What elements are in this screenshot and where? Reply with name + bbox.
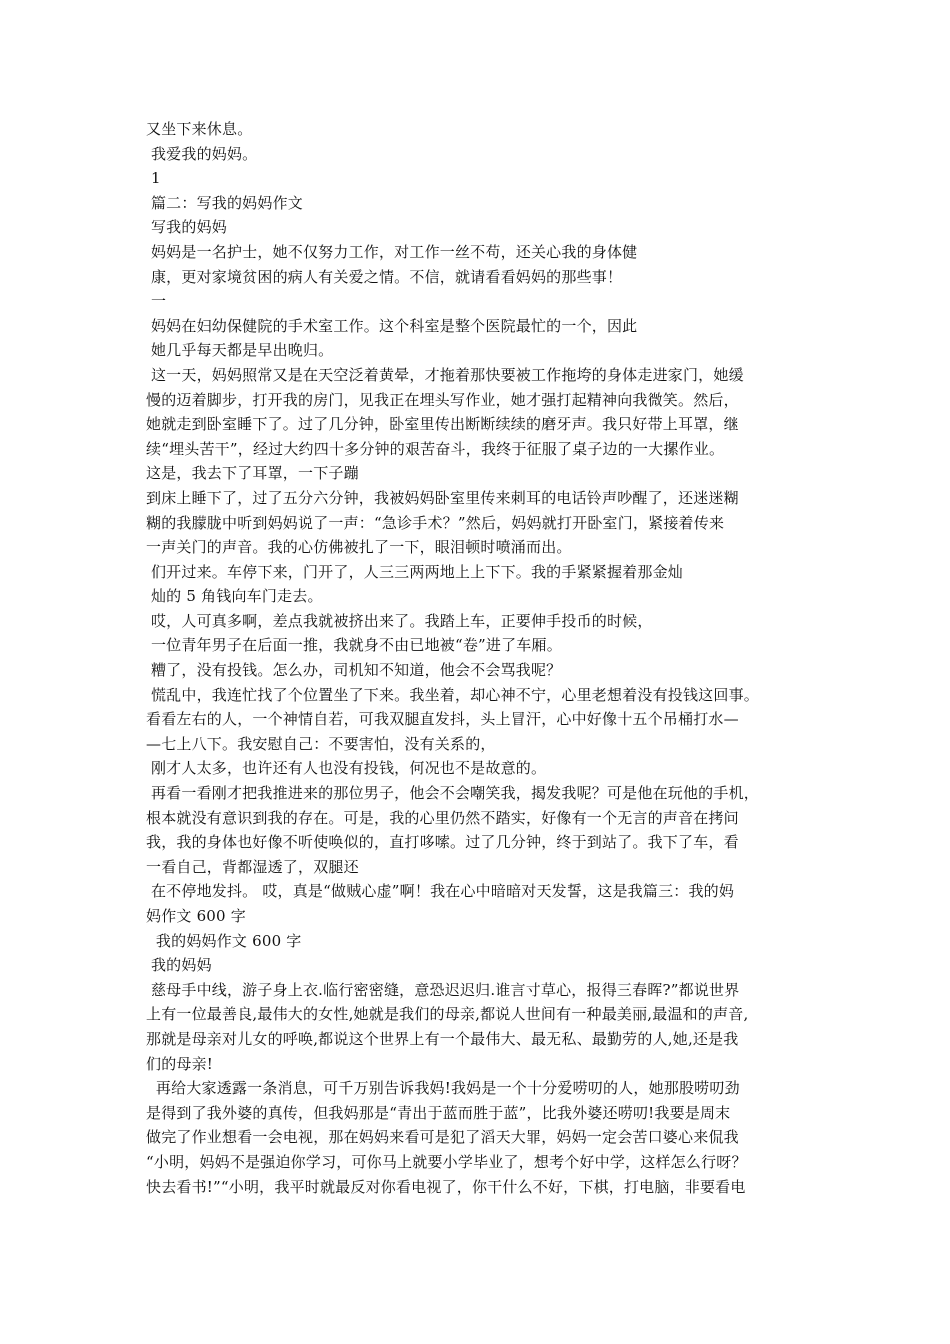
text-line: 那就是母亲对儿女的呼唤,都说这个世界上有一个最伟大、最无私、最勤劳的人,她,还是我 bbox=[146, 1029, 739, 1048]
text-line: 哎，人可真多啊，差点我就被挤出来了。我踏上车，正要伸手投币的时候， bbox=[146, 611, 653, 630]
text-line: 糟了，没有投钱。怎么办，司机知不知道，他会不会骂我呢？ bbox=[146, 661, 562, 680]
text-line: 们开过来。车停下来，门开了，人三三两两地上上下下。我的手紧紧握着那金灿 bbox=[146, 562, 683, 581]
page-number: 1 bbox=[146, 169, 161, 188]
text-line: 刚才人太多，也许还有人也没有投钱，何况也不是故意的。 bbox=[146, 759, 547, 778]
text-line: 我，我的身体也好像不听使唤似的，直打哆嗦。过了几分钟，终于到站了。我下了车，看 bbox=[146, 833, 739, 852]
text-line: 是得到了我外婆的真传，但我妈那是“青出于蓝而胜于蓝”，比我外婆还唠叨!我要是周末 bbox=[146, 1103, 731, 1122]
text-line: 在不停地发抖。 哎，真是“做贼心虚”啊！我在心中暗暗对天发誓，这是我篇三：我的妈 bbox=[146, 882, 735, 901]
essay-title: 写我的妈妈 bbox=[146, 218, 227, 237]
text-line: 她几乎每天都是早出晚归。 bbox=[146, 341, 334, 360]
text-line: 根本就没有意识到我的存在。可是，我的心里仍然不踏实，好像有一个无言的声音在拷问 bbox=[146, 808, 739, 827]
text-line: 她就走到卧室睡下了。过了几分钟，卧室里传出断断续续的磨牙声。我只好带上耳罩，继 bbox=[146, 415, 739, 434]
text-line: 慈母手中线，游子身上衣.临行密密缝，意恐迟迟归.谁言寸草心，报得三春晖?”都说世界 bbox=[146, 980, 740, 999]
text-line: 糊的我朦胧中听到妈妈说了一声：“急诊手术？”然后，妈妈就打开卧室门，紧接着传来 bbox=[146, 513, 725, 532]
subsection-number: 一 bbox=[146, 292, 167, 311]
text-line: 再看一看刚才把我推进来的那位男子，他会不会嘲笑我，揭发我呢？可是他在玩他的手机， bbox=[146, 784, 759, 803]
text-line: 慢的迈着脚步，打开我的房门，见我正在埋头写作业，她才强打起精神向我微笑。然后， bbox=[146, 390, 739, 409]
text-line: 这是，我去下了耳罩，一下子蹦 bbox=[146, 464, 359, 483]
section-heading: 妈作文 600 字 bbox=[146, 907, 246, 925]
text-line: “小明，妈妈不是强迫你学习，可你马上就要小学毕业了，想考个好中学，这样怎么行呀？ bbox=[146, 1152, 747, 1171]
text-line: 康，更对家境贫困的病人有关爱之情。不信，就请看看妈妈的那些事！ bbox=[146, 267, 623, 286]
text-line: —七上八下。我安慰自己：不要害怕，没有关系的， bbox=[146, 734, 496, 753]
text-line: 到床上睡下了，过了五分六分钟，我被妈妈卧室里传来刺耳的电话铃声吵醒了，还迷迷糊 bbox=[146, 488, 739, 507]
text-line: 们的母亲! bbox=[146, 1054, 214, 1073]
section-heading: 篇二：写我的妈妈作文 bbox=[146, 193, 303, 212]
text-line: 快去看书!”“小明，我平时就最反对你看电视了，你干什么不好，下棋，打电脑，非要看电 bbox=[146, 1177, 746, 1196]
essay-title: 我的妈妈 bbox=[146, 956, 212, 975]
text-line: 又坐下来休息。 bbox=[146, 120, 253, 138]
text-line: 做完了作业想看一会电视，那在妈妈来看可是犯了滔天大罪，妈妈一定会苦口婆心来侃我 bbox=[146, 1128, 739, 1147]
text-line: 一看自己，背都湿透了，双腿还 bbox=[146, 857, 359, 876]
text-line: 上有一位最善良,最伟大的女性,她就是我们的母亲,都说人世间有一种最美丽,最温和的声音, bbox=[146, 1005, 749, 1024]
text-line: 一位青年男子在后面一推，我就身不由已地被“卷”进了车厢。 bbox=[146, 636, 562, 655]
text-line: 这一天，妈妈照常又是在天空泛着黄晕，才拖着那快要被工作拖垮的身体走进家门，她缓 bbox=[146, 365, 744, 384]
text-line: 续“埋头苦干”，经过大约四十多分钟的艰苦奋斗，我终于征服了桌子边的一大摞作业。 bbox=[146, 439, 725, 458]
text-line: 灿的 5 角钱向车门走去。 bbox=[146, 587, 323, 606]
text-line: 我爱我的妈妈。 bbox=[146, 144, 258, 163]
text-line: 妈妈是一名护士，她不仅努力工作，对工作一丝不苟，还关心我的身体健 bbox=[146, 242, 638, 261]
essay-title: 我的妈妈作文 600 字 bbox=[146, 931, 302, 950]
text-line: 慌乱中，我连忙找了个位置坐了下来。我坐着，却心神不宁，心里老想着没有投钱这回事。 bbox=[146, 685, 759, 704]
text-line: 再给大家透露一条消息，可千万别告诉我妈!我妈是一个十分爱唠叨的人，她那股唠叨劲 bbox=[146, 1079, 740, 1098]
document-body-text bbox=[146, 117, 826, 1199]
text-line: 妈妈在妇幼保健院的手术室工作。这个科室是整个医院最忙的一个，因此 bbox=[146, 316, 638, 335]
text-line: 一声关门的声音。我的心仿佛被扎了一下，眼泪顿时喷涌而出。 bbox=[146, 538, 572, 557]
text-line: 看看左右的人，一个神情自若，可我双腿直发抖，头上冒汗，心中好像十五个吊桶打水— bbox=[146, 710, 739, 729]
